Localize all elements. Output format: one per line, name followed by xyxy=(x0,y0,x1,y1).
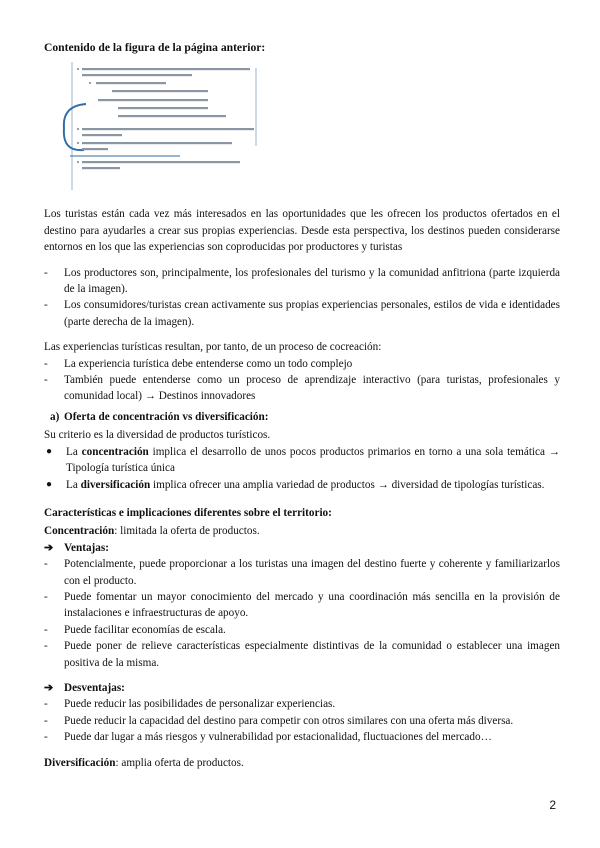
list-item xyxy=(44,729,560,745)
list-item-text: Puede reducir las posibilidades de personalizar experiencias. xyxy=(64,698,336,711)
diversification-text: : amplia oferta de productos. xyxy=(115,756,244,769)
list-item xyxy=(44,444,560,477)
section-a-bullets xyxy=(44,444,560,493)
page-number: 2 xyxy=(549,798,556,812)
figure-heading: Contenido de la figura de la página anterior: xyxy=(44,41,266,54)
diversification-label: Diversificación xyxy=(44,756,116,769)
bullet-marker: ● xyxy=(46,478,53,490)
diversification-line xyxy=(44,755,560,771)
dash-marker: - xyxy=(44,640,48,653)
list-item xyxy=(44,556,560,589)
page-content xyxy=(44,40,560,771)
list-item xyxy=(44,356,560,372)
section-a-title-text: Oferta de concentración vs diversificación: xyxy=(64,410,269,423)
text-span: implica ofrecer una amplia variedad de productos → diversidad de tipologías turísticas. xyxy=(150,478,545,491)
roles-list xyxy=(44,265,560,331)
list-item-text: Potencialmente, puede proporcionar a los turistas una imagen del destino fuerte y coherente y familiarizarlos con el producto. xyxy=(64,558,560,587)
dash-marker: - xyxy=(44,698,48,711)
cocreation-intro: Las experiencias turísticas resultan, por tanto, de un proceso de cocreación: xyxy=(44,341,382,354)
disadvantages-list xyxy=(44,696,560,745)
section-a-title xyxy=(44,409,560,425)
list-item xyxy=(44,265,560,298)
list-item xyxy=(44,622,560,638)
list-item-text xyxy=(66,444,560,477)
disadvantages-label: Desventajas: xyxy=(64,681,125,694)
dash-marker: - xyxy=(44,558,48,571)
list-item-text: Puede poner de relieve características especialmente distintivas de la comunidad o establecer una imagen positiva de la misma. xyxy=(64,640,560,669)
text-span: La xyxy=(66,445,82,458)
list-item-text: Puede fomentar un mayor conocimiento del mercado y una coordinación más sencilla en la provisión de instalaciones e infraestructuras de apoyo. xyxy=(64,590,560,620)
list-item-text: Los consumidores/turistas crean activamente sus propias experiencias personales, estilos de vida e identidades (parte derecha de la imagen). xyxy=(64,299,560,328)
concentration-line xyxy=(44,523,560,539)
bullet-marker: ● xyxy=(46,445,53,457)
figure-thumbnail xyxy=(60,62,260,192)
disadvantages-heading xyxy=(44,680,560,696)
text-span: implica el desarrollo de unos pocos productos primarios en torno a una sola temática → Tipología turística única xyxy=(66,445,560,475)
dash-marker: - xyxy=(44,374,48,387)
list-item xyxy=(44,696,560,712)
dash-marker: - xyxy=(44,357,48,370)
bold-term: concentración xyxy=(81,445,149,458)
list-item-text: Puede facilitar economías de escala. xyxy=(64,623,226,636)
list-item-text: Puede reducir la capacidad del destino para competir con otros similares con una oferta más diversa. xyxy=(64,714,514,727)
concentration-label: Concentración xyxy=(44,525,115,538)
advantages-heading xyxy=(44,540,560,556)
dash-marker: - xyxy=(44,731,48,744)
concentration-text: : limitada la oferta de productos. xyxy=(114,525,260,538)
dash-marker: - xyxy=(44,623,48,636)
section-a-criterion: Su criterio es la diversidad de productos turísticos. xyxy=(44,429,271,442)
text-span: La xyxy=(66,478,81,491)
list-item xyxy=(44,713,560,729)
list-item xyxy=(44,477,560,493)
list-item xyxy=(44,638,560,671)
list-item-text: También puede entenderse como un proceso de aprendizaje interactivo (para turistas, profesionales y comunidad local) → Destinos innovadores xyxy=(64,374,560,403)
dash-marker: - xyxy=(44,266,48,279)
characteristics-title: Características e implicaciones diferentes sobre el territorio: xyxy=(44,506,332,519)
bold-term: diversificación xyxy=(80,478,151,491)
dash-marker: - xyxy=(44,590,48,603)
figure-diagram xyxy=(60,62,260,192)
arrow-marker: ➔ xyxy=(44,681,54,694)
list-item xyxy=(44,589,560,622)
list-item-text: Puede dar lugar a más riesgos y vulnerabilidad por estacionalidad, fluctuaciones del mercado… xyxy=(64,731,492,744)
intro-paragraph: Los turistas están cada vez más interesados en las oportunidades que les ofrecen los productos ofertados en el destino para ayudarles a crear sus propias experiencias. Desde esta perspectiva, los destinos pueden considerarse entornos en los que las experiencias son coproducidas por productores y turistas xyxy=(44,208,560,254)
list-item-text: Los productores son, principalmente, los profesionales del turismo y la comunidad anfitriona (parte izquierda de la imagen). xyxy=(64,266,560,296)
list-item xyxy=(44,372,560,405)
dash-marker: - xyxy=(44,714,48,727)
arrow-marker: ➔ xyxy=(44,541,54,554)
section-a-label: a) xyxy=(50,410,60,423)
list-item xyxy=(44,297,560,330)
cocreation-list xyxy=(44,356,560,405)
list-item-text xyxy=(66,477,560,493)
advantages-label: Ventajas: xyxy=(64,541,109,554)
advantages-list xyxy=(44,556,560,671)
dash-marker: - xyxy=(44,299,48,312)
list-item-text: La experiencia turística debe entenderse como un todo complejo xyxy=(64,357,353,370)
